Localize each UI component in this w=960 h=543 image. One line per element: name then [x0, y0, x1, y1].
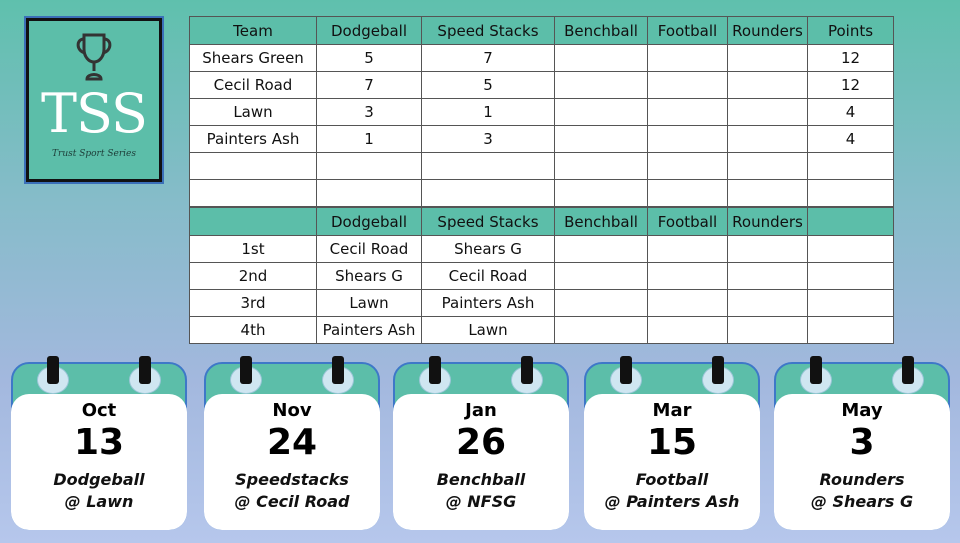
table-cell — [808, 180, 894, 207]
table-cell — [422, 153, 555, 180]
table-row — [190, 180, 894, 207]
header-cell: Rounders — [728, 208, 808, 236]
header-cell: Benchball — [555, 208, 648, 236]
header-cell: Speed Stacks — [422, 208, 555, 236]
table-cell: 12 — [808, 45, 894, 72]
table-cell — [555, 290, 648, 317]
table-row — [190, 45, 894, 72]
binder-ring-icon — [712, 356, 724, 384]
table-row — [190, 263, 894, 290]
table-cell: 4 — [808, 126, 894, 153]
table-cell — [808, 317, 894, 344]
table-cell — [808, 153, 894, 180]
table-cell: Painters Ash — [422, 290, 555, 317]
tss-logo — [26, 18, 162, 182]
placings-table-header-row — [190, 208, 894, 236]
table-cell: 1 — [422, 99, 555, 126]
placings-table — [189, 207, 894, 344]
header-cell — [190, 208, 317, 236]
calendar-card-jan — [393, 362, 569, 530]
table-cell — [808, 290, 894, 317]
table-cell — [648, 290, 728, 317]
calendar-face — [774, 394, 950, 530]
table-cell — [190, 153, 317, 180]
calendar-month: Jan — [465, 400, 497, 421]
table-cell — [808, 236, 894, 263]
table-row — [190, 153, 894, 180]
table-cell: 2nd — [190, 263, 317, 290]
calendar-month: May — [841, 400, 883, 421]
table-cell: 3 — [317, 99, 422, 126]
table-cell — [648, 72, 728, 99]
table-cell — [648, 45, 728, 72]
header-cell: Dodgeball — [317, 208, 422, 236]
binder-ring-icon — [429, 356, 441, 384]
binder-ring-icon — [521, 356, 533, 384]
table-cell — [728, 263, 808, 290]
header-cell: Football — [648, 17, 728, 45]
table-cell: Cecil Road — [190, 72, 317, 99]
table-row — [190, 317, 894, 344]
table-cell — [648, 99, 728, 126]
table-cell: Shears Green — [190, 45, 317, 72]
table-cell: 4 — [808, 99, 894, 126]
table-cell — [728, 153, 808, 180]
calendar-day: 13 — [73, 422, 125, 463]
calendar-event: Benchball — [436, 470, 526, 489]
calendar-venue: @ NFSG — [445, 492, 517, 511]
table-cell — [728, 236, 808, 263]
binder-ring-icon — [139, 356, 151, 384]
table-cell — [555, 153, 648, 180]
calendar-month: Nov — [272, 400, 312, 421]
calendar-event: Dodgeball — [53, 470, 145, 489]
binder-ring-icon — [620, 356, 632, 384]
table-cell: Painters Ash — [190, 126, 317, 153]
table-cell: 1 — [317, 126, 422, 153]
binder-ring-icon — [47, 356, 59, 384]
points-table-header-row — [190, 17, 894, 45]
calendar-day: 15 — [646, 422, 698, 463]
table-cell — [422, 180, 555, 207]
table-cell: Shears G — [317, 263, 422, 290]
table-cell: Painters Ash — [317, 317, 422, 344]
points-table — [189, 16, 894, 207]
table-cell — [728, 290, 808, 317]
calendar-card-oct — [11, 362, 187, 530]
table-cell — [728, 99, 808, 126]
table-cell: 3rd — [190, 290, 317, 317]
calendar-venue: @ Lawn — [64, 492, 134, 511]
header-cell: Dodgeball — [317, 17, 422, 45]
calendar-face — [393, 394, 569, 530]
table-cell — [555, 180, 648, 207]
table-row — [190, 126, 894, 153]
table-cell — [648, 180, 728, 207]
table-cell — [317, 180, 422, 207]
calendar-face — [204, 394, 380, 530]
table-cell — [648, 263, 728, 290]
table-cell: Lawn — [190, 99, 317, 126]
table-row — [190, 290, 894, 317]
table-cell — [728, 180, 808, 207]
table-cell — [190, 180, 317, 207]
calendar-venue: @ Cecil Road — [234, 492, 350, 511]
calendar-card-may — [774, 362, 950, 530]
table-cell — [317, 153, 422, 180]
table-cell — [555, 72, 648, 99]
table-cell — [555, 126, 648, 153]
table-cell — [648, 317, 728, 344]
calendar-month: Oct — [81, 400, 117, 421]
calendar-venue: @ Shears G — [810, 492, 914, 511]
table-cell: Lawn — [422, 317, 555, 344]
trophy-icon — [72, 31, 116, 83]
table-row — [190, 236, 894, 263]
calendar-card-nov — [204, 362, 380, 530]
binder-ring-icon — [810, 356, 822, 384]
calendar-venue: @ Painters Ash — [604, 492, 740, 511]
table-cell — [808, 263, 894, 290]
calendar-month: Mar — [652, 400, 692, 421]
calendar-face — [11, 394, 187, 530]
table-cell: Lawn — [317, 290, 422, 317]
table-cell: Cecil Road — [422, 263, 555, 290]
header-cell: Speed Stacks — [422, 17, 555, 45]
table-cell — [728, 317, 808, 344]
calendar-day: 26 — [455, 422, 507, 463]
calendar-day: 3 — [849, 422, 875, 463]
table-cell: 5 — [317, 45, 422, 72]
table-cell: 1st — [190, 236, 317, 263]
table-cell: Shears G — [422, 236, 555, 263]
table-cell — [728, 72, 808, 99]
calendar-day: 24 — [266, 422, 318, 463]
table-cell — [648, 236, 728, 263]
table-cell — [555, 45, 648, 72]
table-cell: 7 — [317, 72, 422, 99]
header-cell: Benchball — [555, 17, 648, 45]
header-cell: Team — [190, 17, 317, 45]
calendar-event: Rounders — [819, 470, 905, 489]
calendar-event: Football — [635, 470, 709, 489]
table-row — [190, 72, 894, 99]
table-cell — [728, 45, 808, 72]
binder-ring-icon — [240, 356, 252, 384]
table-cell — [555, 317, 648, 344]
table-cell — [728, 126, 808, 153]
table-cell — [555, 263, 648, 290]
table-cell — [555, 236, 648, 263]
header-cell: Football — [648, 208, 728, 236]
header-cell — [808, 208, 894, 236]
calendar-face — [584, 394, 760, 530]
calendar-card-mar — [584, 362, 760, 530]
table-cell: 5 — [422, 72, 555, 99]
table-cell: 4th — [190, 317, 317, 344]
table-cell — [648, 153, 728, 180]
table-cell: 7 — [422, 45, 555, 72]
table-cell: Cecil Road — [317, 236, 422, 263]
table-row — [190, 99, 894, 126]
logo-tagline: Trust Sport Series — [52, 149, 136, 159]
table-cell — [555, 99, 648, 126]
table-cell — [648, 126, 728, 153]
logo-letters: TSS — [40, 82, 148, 145]
header-cell: Points — [808, 17, 894, 45]
calendar-event: Speedstacks — [235, 470, 349, 489]
binder-ring-icon — [902, 356, 914, 384]
table-cell: 3 — [422, 126, 555, 153]
header-cell: Rounders — [728, 17, 808, 45]
table-cell: 12 — [808, 72, 894, 99]
binder-ring-icon — [332, 356, 344, 384]
